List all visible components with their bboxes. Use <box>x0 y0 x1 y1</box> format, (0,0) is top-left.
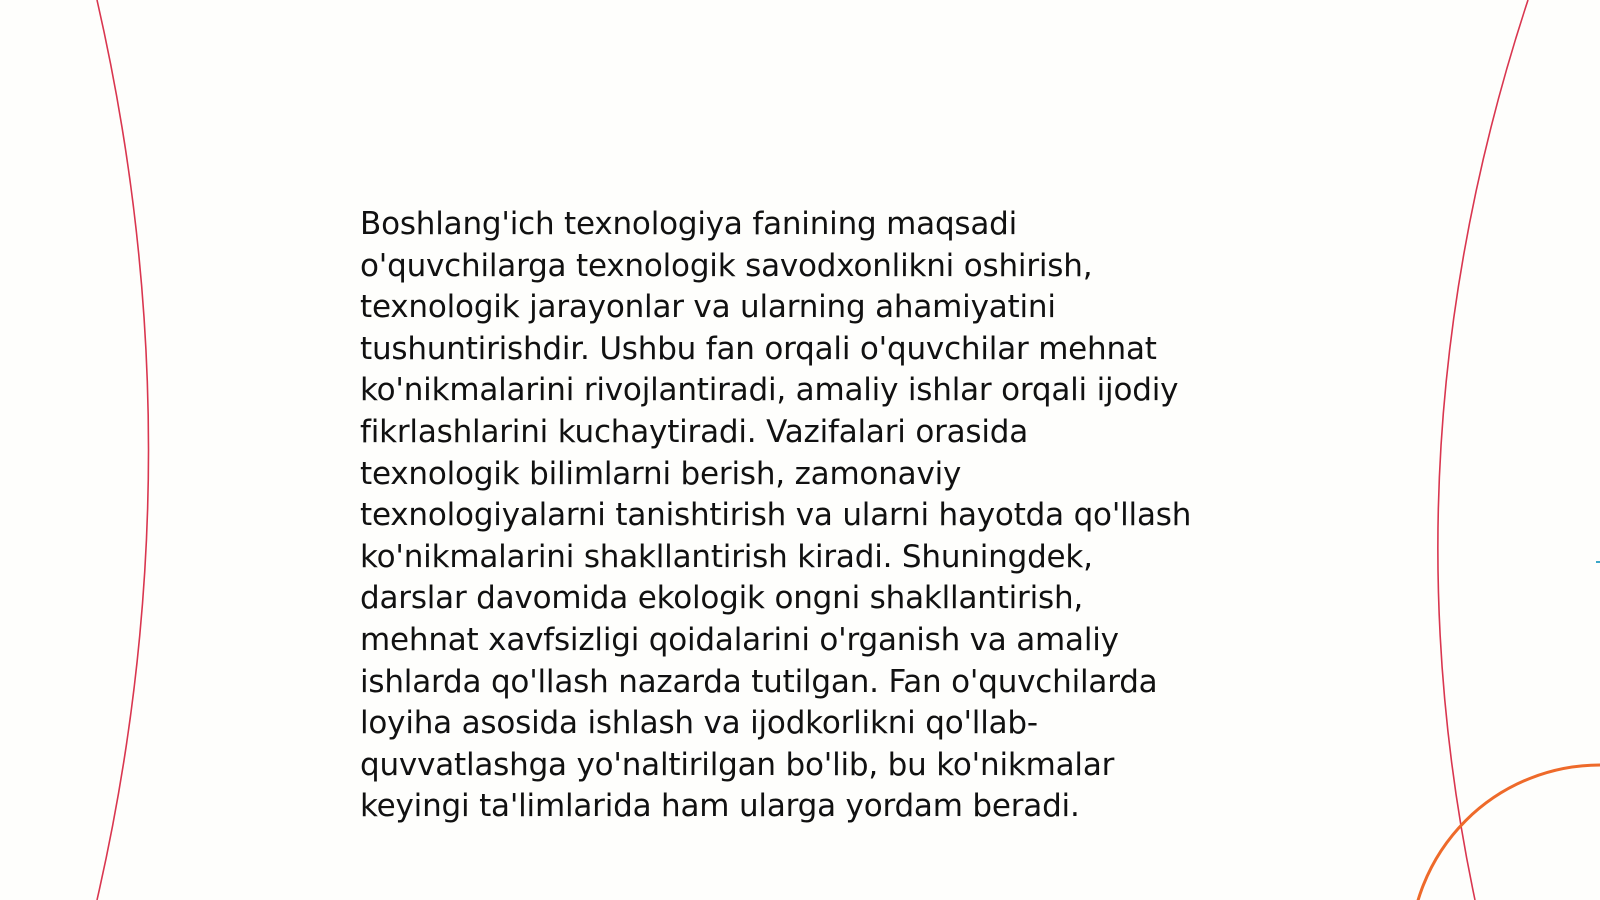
paragraph-line: ishlarda qo'llash nazarda tutilgan. Fan o'quvchilarda <box>360 663 1158 700</box>
paragraph-line: texnologik jarayonlar va ularning ahamiyatini <box>360 289 1056 326</box>
paragraph-line: ko'nikmalarini shakllantirish kiradi. Shuningdek, <box>360 538 1093 575</box>
left-arc <box>97 0 149 900</box>
paragraph-line: quvvatlashga yo'naltirilgan bo'lib, bu ko'nikmalar <box>360 746 1115 783</box>
paragraph-line: texnologik bilimlarni berish, zamonaviy <box>360 455 962 492</box>
paragraph-line: mehnat xavfsizligi qoidalarini o'rganish va amaliy <box>360 621 1119 658</box>
paragraph-line: tushuntirishdir. Ushbu fan orqali o'quvchilar mehnat <box>360 330 1157 367</box>
paragraph-line: keyingi ta'limlarida ham ularga yordam beradi. <box>360 788 1080 825</box>
body-paragraph <box>360 204 1260 828</box>
paragraph-line: Boshlang'ich texnologiya fanining maqsadi <box>360 206 1018 242</box>
paragraph-line: loyiha asosida ishlash va ijodkorlikni qo'llab- <box>360 705 1038 742</box>
right-arc <box>1438 0 1528 900</box>
paragraph-line: texnologiyalarni tanishtirish va ularni hayotda qo'llash <box>360 497 1192 534</box>
orange-circle-arc <box>1410 765 1600 900</box>
paragraph-line: ko'nikmalarini rivojlantiradi, amaliy ishlar orqali ijodiy <box>360 372 1179 409</box>
paragraph-line: o'quvchilarga texnologik savodxonlikni oshirish, <box>360 247 1093 284</box>
paragraph-line: darslar davomida ekologik ongni shakllantirish, <box>360 580 1084 617</box>
paragraph-line: fikrlashlarini kuchaytiradi. Vazifalari orasida <box>360 413 1029 450</box>
